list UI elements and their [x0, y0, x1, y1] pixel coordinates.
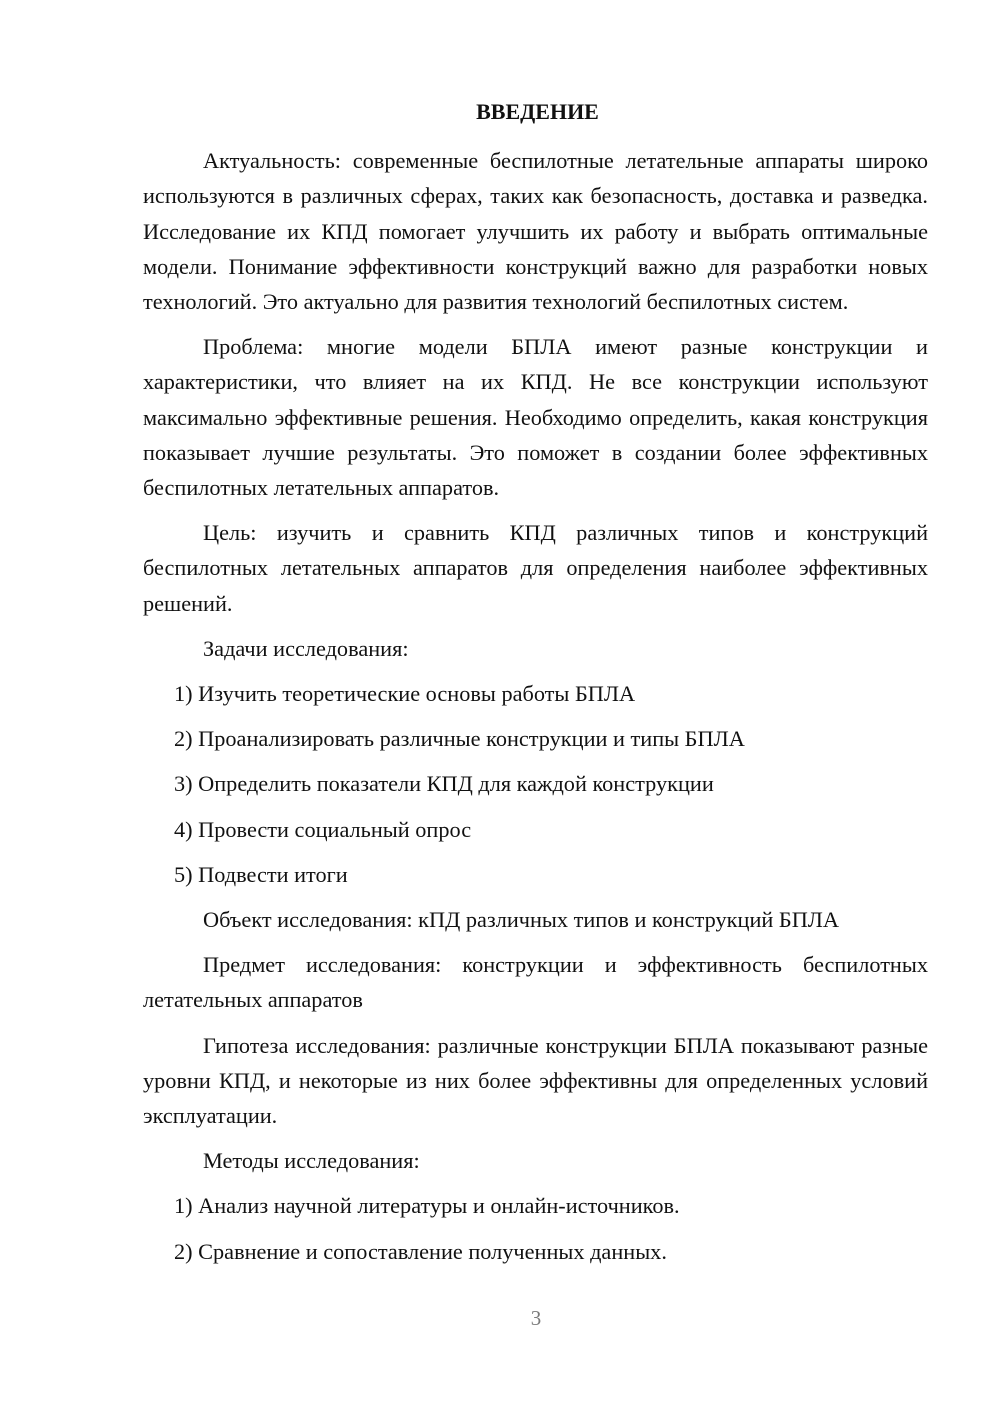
methods-list [143, 1188, 928, 1268]
section-heading: ВВЕДЕНИЕ [476, 99, 599, 124]
method-item: 1) Анализ научной литературы и онлайн-источников. [174, 1193, 680, 1219]
tasks-title: Задачи исследования: [203, 635, 409, 661]
page-body [143, 94, 928, 1279]
methods-title: Методы исследования: [203, 1148, 420, 1174]
task-item: 2) Проанализировать различные конструкции и типы БПЛА [174, 726, 745, 752]
subject-paragraph: Предмет исследования: конструкции и эффективность беспилотных летательных аппаратов [143, 952, 928, 1013]
task-item: 5) Подвести итоги [174, 861, 348, 887]
task-item: 1) Изучить теоретические основы работы БПЛА [174, 681, 636, 707]
goal-paragraph: Цель: изучить и сравнить КПД различных типов и конструкций беспилотных летательных аппаратов для определения наиболее эффективных решений. [143, 520, 928, 616]
task-item: 3) Определить показатели КПД для каждой конструкции [174, 771, 714, 797]
page-number: 3 [530, 1306, 542, 1330]
relevance-paragraph: Актуальность: современные беспилотные летательные аппараты широко используются в различных сферах, таких как безопасность, доставка и разведка. Исследование их КПД помогает улучшить их работу и выбрать оптимальные модели. Понимание эффективности конструкций важно для разработки новых технологий. Это актуально для развития технологий беспилотных систем. [143, 148, 928, 315]
hypothesis-paragraph: Гипотеза исследования: различные конструкции БПЛА показывают разные уровни КПД, и некоторые из них более эффективны для определенных условий эксплуатации. [143, 1032, 928, 1129]
method-item: 2) Сравнение и сопоставление полученных данных. [174, 1238, 667, 1264]
problem-paragraph: Проблема: многие модели БПЛА имеют разные конструкции и характеристики, что влияет на их КПД. Не все конструкции используют максимально эффективные решения. Необходимо определить, какая конструкция показывает лучшие результаты. Это поможет в создании более эффективных беспилотных летательных аппаратов. [143, 334, 928, 501]
tasks-list [143, 676, 928, 892]
object-paragraph: Объект исследования: кПД различных типов и конструкций БПЛА [203, 907, 840, 933]
task-item: 4) Провести социальный опрос [174, 816, 472, 842]
